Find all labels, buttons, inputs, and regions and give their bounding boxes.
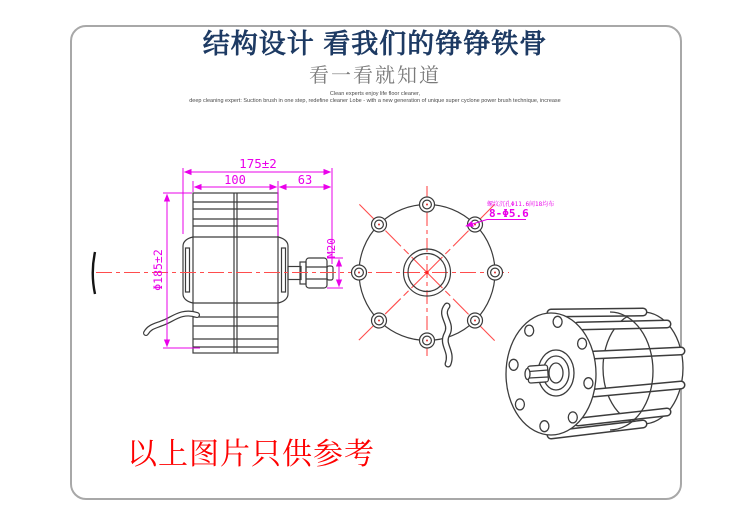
- disclaimer-text: 以上图片只供参考: [127, 438, 375, 471]
- iso-front-face: [506, 313, 596, 435]
- motor-fins-top: [193, 202, 278, 226]
- page-title: 结构设计 看我们的铮铮铁骨: [202, 29, 548, 59]
- image-edge-mark: [93, 252, 95, 294]
- side-cable: [146, 314, 197, 333]
- dim-body-length: 100: [224, 173, 246, 187]
- tagline-line1: Clean experts enjoy life floor cleaner,: [329, 91, 421, 97]
- page-subtitle: 看一看就知道: [309, 65, 441, 87]
- front-cable: [444, 306, 449, 364]
- bolt-note: 螺纹沉孔Φ11.6间18均布: [487, 201, 555, 208]
- mounting-flange: [183, 237, 288, 303]
- motor-fins-bottom: [193, 317, 278, 347]
- dim-shaft-thread: M20: [325, 238, 338, 258]
- dim-overall-length: 175±2: [239, 156, 277, 171]
- bolt-spec: 8-Φ5.6: [489, 207, 529, 220]
- tagline-line2: deep cleaning expert: Suction brush in one step, redefine cleaner Lobe - with a new generation of unique super cyclone power brush technique, increase: [189, 98, 561, 104]
- isometric-view: [506, 312, 683, 435]
- dim-shaft-length: 63: [297, 173, 313, 187]
- center-point: [425, 271, 428, 274]
- dim-body-diameter: Φ185±2: [151, 249, 165, 291]
